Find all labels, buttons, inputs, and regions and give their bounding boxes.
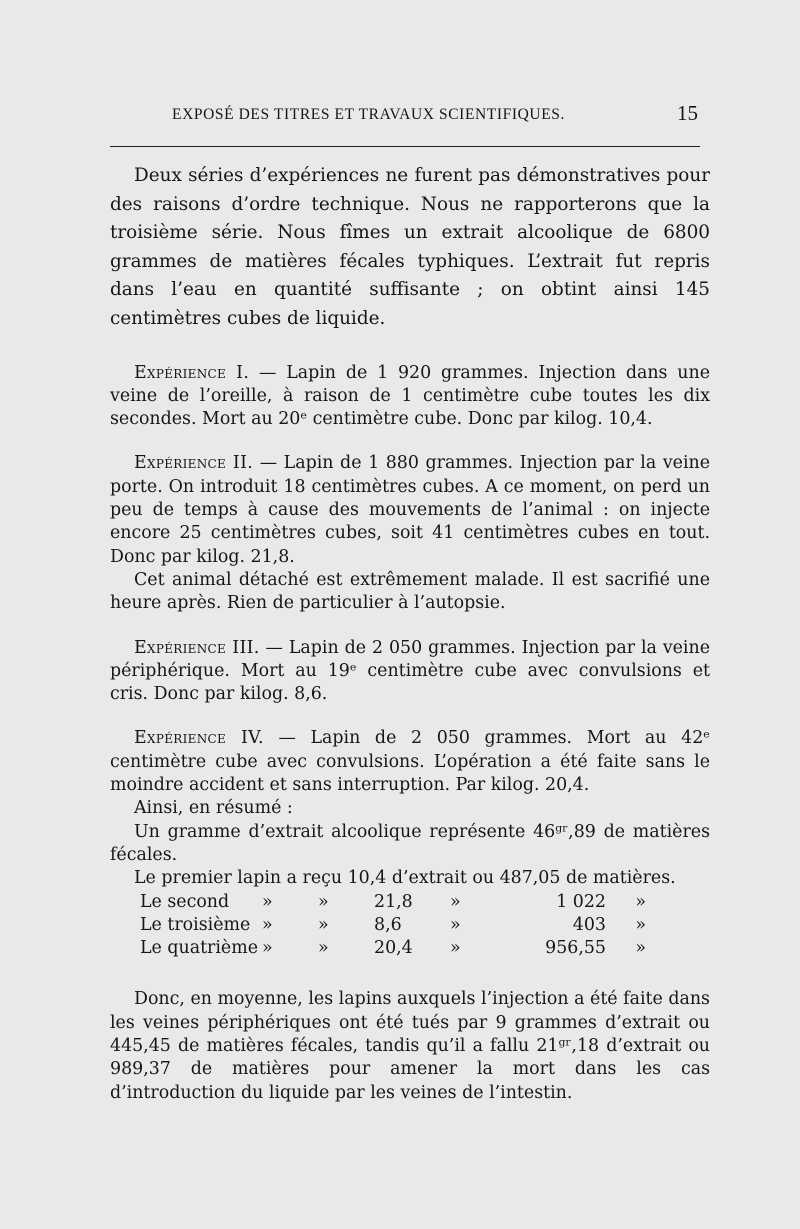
experiment-text: — Lapin de 1 920 grammes. Injection dans une veine de l’oreille, à raison de 1 centimètre cube toutes les dix secondes. Mort au 20ᵉ centimètre cube. Donc par kilog. 10,4. xyxy=(110,362,710,430)
table-row xyxy=(140,891,646,914)
ditto-mark: » xyxy=(318,891,329,912)
body-text xyxy=(110,162,710,1105)
summary-gram-line: Un gramme d’extrait alcoolique représente 46ᵍʳ,89 de matières fécales. xyxy=(110,821,710,865)
ditto-mark: » xyxy=(318,914,329,935)
experiment-label: Expérience III. xyxy=(134,637,260,658)
extract-value: 8,6 xyxy=(374,914,402,935)
ditto-mark: » xyxy=(635,914,646,935)
matter-value: 1 022 xyxy=(556,891,606,912)
experiment-3 xyxy=(110,637,710,707)
experiment-1 xyxy=(110,362,710,432)
experiment-2 xyxy=(110,452,710,568)
row-label: Le troisième xyxy=(140,914,251,935)
experiment-label: Expérience IV. xyxy=(134,728,264,749)
ditto-mark: » xyxy=(450,914,461,935)
summary-table xyxy=(140,891,646,961)
header-rule xyxy=(110,146,700,147)
experiment-label: Expérience I. xyxy=(134,362,250,383)
intro-paragraph: Deux séries d’expériences ne furent pas démonstratives pour des raisons d’ordre technique. Nous ne rapporterons que la troisième série. Nous fîmes un extrait alcoolique de 6800 grammes de matières fécales typhiques. L’extrait fut repris dans l’eau en quantité suffisante ; on obtint ainsi 145 centimètres cubes de liquide. xyxy=(110,165,710,329)
experiment-text: — Lapin de 1 880 grammes. Injection par la veine porte. On introduit 18 centimètres cubes. A ce moment, on perd un peu de temps à cause des mouvements de l’animal : on injecte encore 25 centimètres cubes, soit 41 centimètres cubes en tout. Donc par kilog. 21,8. xyxy=(110,453,710,567)
running-header xyxy=(110,100,700,130)
conclusion-paragraph: Donc, en moyenne, les lapins auxquels l’injection a été faite dans les veines périphériques ont été tués par 9 grammes d’extrait ou 445,45 de matières fécales, tandis qu’il a fallu 21ᵍʳ,18 d’extrait ou 989,37 de matières pour amener la mort dans les cas d’introduction du liquide par les veines de l’intestin. xyxy=(110,989,710,1103)
experiment-text: — Lapin de 2 050 grammes. Mort au 42ᵉ centimètre cube avec convulsions. L’opération a été faite sans le moindre accident et sans interruption. Par kilog. 20,4. xyxy=(110,728,710,796)
ditto-mark: » xyxy=(635,891,646,912)
extract-value: 20,4 xyxy=(374,938,413,959)
page-number: 15 xyxy=(677,101,698,125)
row-label: Le quatrième xyxy=(140,938,259,959)
matter-value: 403 xyxy=(572,914,606,935)
table-row xyxy=(140,937,646,960)
ditto-mark: » xyxy=(450,938,461,959)
extract-value: 21,8 xyxy=(374,891,413,912)
table-row xyxy=(140,914,646,937)
ditto-mark: » xyxy=(262,891,273,912)
ditto-mark: » xyxy=(262,914,273,935)
row-label: Le second xyxy=(140,891,230,912)
experiment-4 xyxy=(110,727,710,797)
experiment-text: — Lapin de 2 050 grammes. Injection par la veine périphérique. Mort au 19ᵉ centimètre cube avec convulsions et cris. Donc par kilog. 8,6. xyxy=(110,637,710,705)
experiment-2-followup: Cet animal détaché est extrêmement malade. Il est sacrifié une heure après. Rien de particulier à l’autopsie. xyxy=(110,569,710,614)
experiment-label: Expérience II. xyxy=(134,453,254,474)
summary-first-rabbit: Le premier lapin a reçu 10,4 d’extrait ou 487,05 de matières. xyxy=(134,868,676,889)
ditto-mark: » xyxy=(262,938,273,959)
ditto-mark: » xyxy=(318,938,329,959)
ditto-mark: » xyxy=(635,938,646,959)
matter-value: 956,55 xyxy=(545,938,606,959)
ditto-mark: » xyxy=(450,891,461,912)
header-title: EXPOSÉ DES TITRES ET TRAVAUX SCIENTIFIQUES. xyxy=(172,106,565,123)
summary-intro: Ainsi, en résumé : xyxy=(134,798,293,819)
